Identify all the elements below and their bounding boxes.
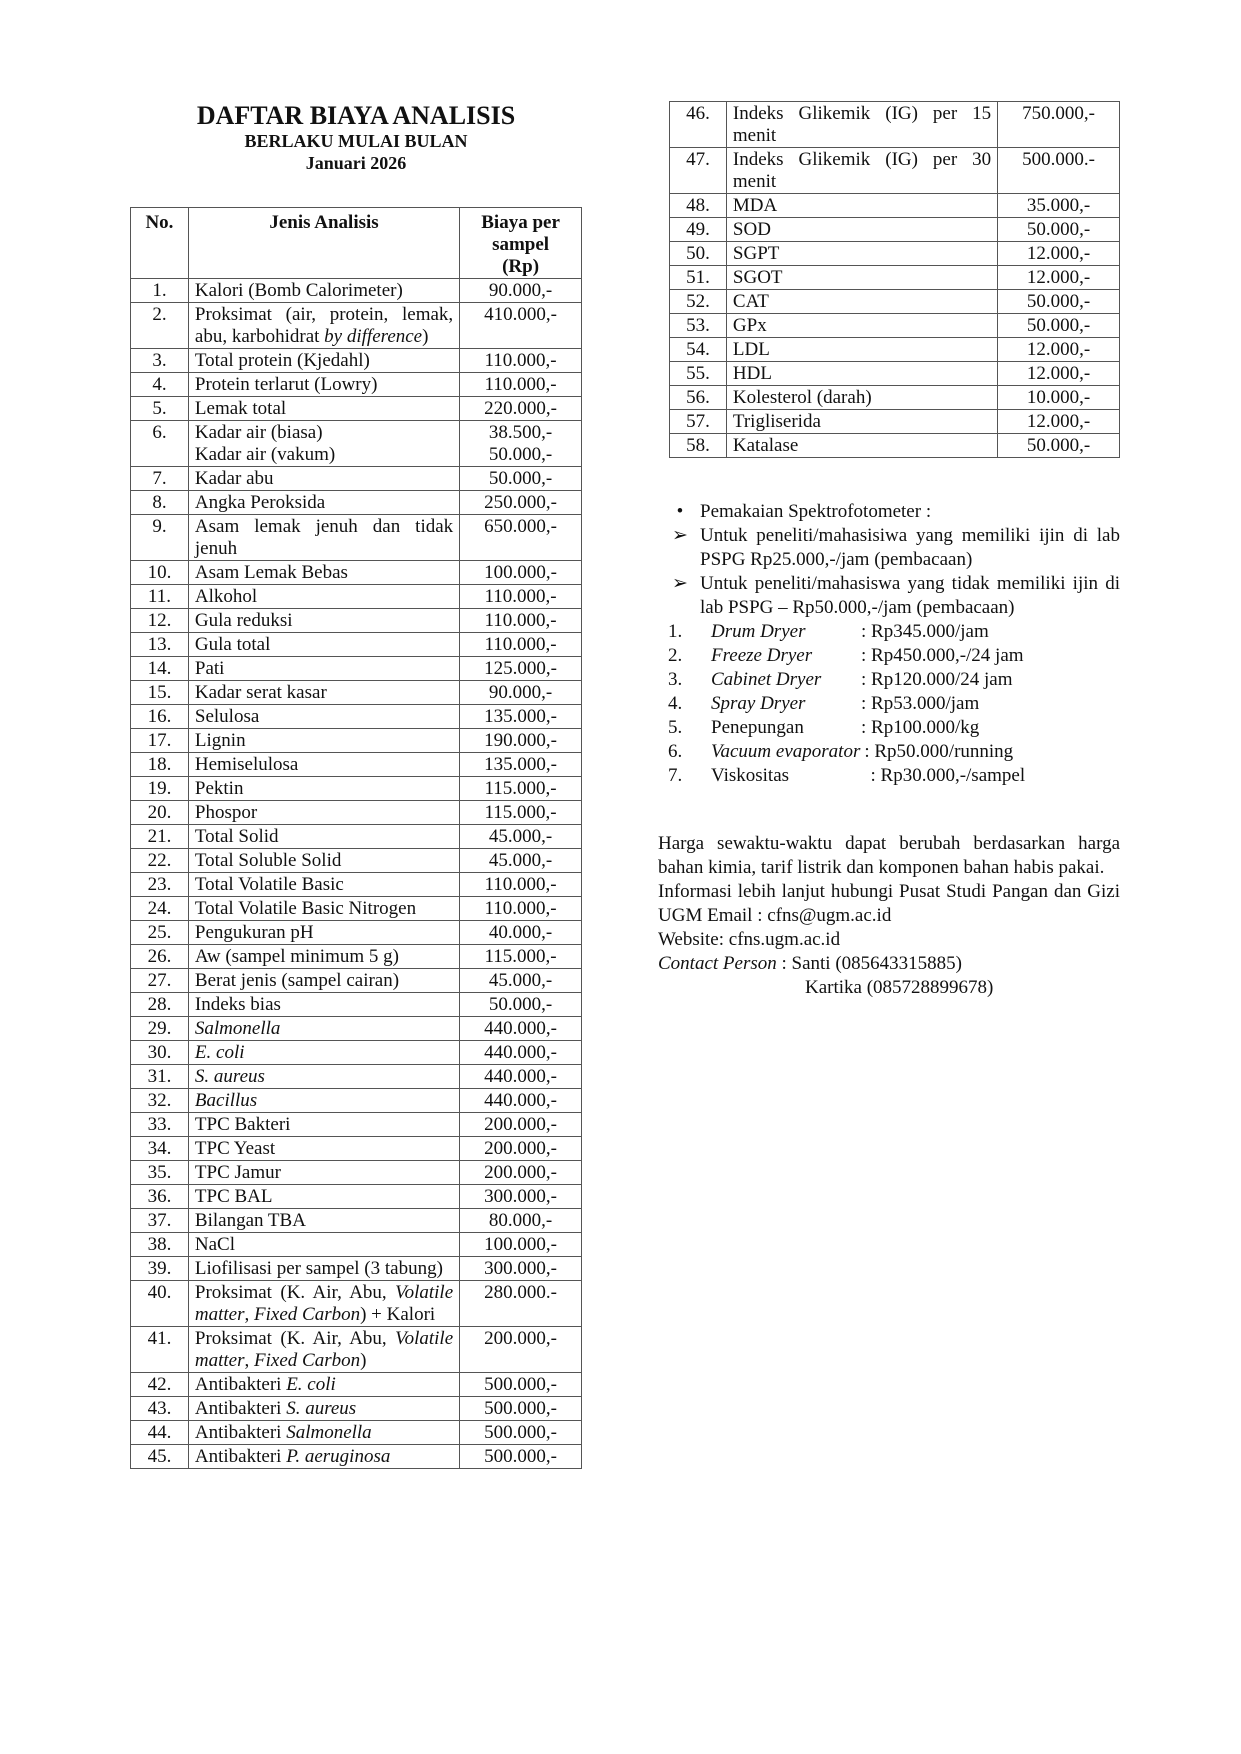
- analysis-name: Antibakteri E. coli: [188, 1373, 459, 1397]
- analysis-name: Antibakteri P. aeruginosa: [188, 1445, 459, 1469]
- equipment-list: [660, 620, 1120, 788]
- table-row: [131, 801, 582, 825]
- table-row: [131, 849, 582, 873]
- table-row: [131, 1065, 582, 1089]
- analysis-fee: 50.000,-: [460, 993, 582, 1017]
- equipment-item: 2. Freeze Dryer : Rp450.000,-/24 jam: [668, 645, 1024, 666]
- analysis-name: Kadar abu: [188, 467, 459, 491]
- analysis-fee: 110.000,-: [460, 585, 582, 609]
- table-row: [131, 1327, 582, 1373]
- table-row: [670, 102, 1120, 148]
- row-number: 8.: [131, 491, 189, 515]
- row-number: 5.: [131, 397, 189, 421]
- row-number: 43.: [131, 1397, 189, 1421]
- spectro-heading: Pemakaian Spektrofotometer :: [700, 501, 932, 522]
- analysis-name: Alkohol: [188, 585, 459, 609]
- row-number: 17.: [131, 729, 189, 753]
- row-number: 9.: [131, 515, 189, 561]
- row-number: 32.: [131, 1089, 189, 1113]
- row-number: 20.: [131, 801, 189, 825]
- analysis-fee: 650.000,-: [460, 515, 582, 561]
- analysis-fee: 750.000,-: [998, 102, 1120, 148]
- table-row: [131, 1089, 582, 1113]
- table-row: [131, 467, 582, 491]
- table-row: [131, 633, 582, 657]
- table-row: [131, 421, 582, 467]
- row-number: 14.: [131, 657, 189, 681]
- analysis-name: Proksimat (K. Air, Abu, Volatile matter, Fixed Carbon) + Kalori: [188, 1281, 459, 1327]
- analysis-name: Hemiselulosa: [188, 753, 459, 777]
- fee-table-right: [669, 101, 1120, 458]
- analysis-fee: 135.000,-: [460, 705, 582, 729]
- row-number: 55.: [670, 362, 727, 386]
- equipment-item: 5. Penepungan : Rp100.000/kg: [668, 717, 980, 738]
- analysis-name: Kadar serat kasar: [188, 681, 459, 705]
- analysis-name: Kolesterol (darah): [726, 386, 997, 410]
- contact-person-line: [658, 952, 1120, 976]
- bullet-icon: •: [676, 501, 684, 522]
- analysis-name: Angka Peroksida: [188, 491, 459, 515]
- analysis-fee: 100.000,-: [460, 561, 582, 585]
- table-row: [670, 148, 1120, 194]
- analysis-fee: 115.000,-: [460, 945, 582, 969]
- row-number: 33.: [131, 1113, 189, 1137]
- analysis-fee: 12.000,-: [998, 362, 1120, 386]
- row-number: 41.: [131, 1327, 189, 1373]
- analysis-name: Gula reduksi: [188, 609, 459, 633]
- table-row: [131, 1445, 582, 1469]
- equipment-item: 4. Spray Dryer : Rp53.000/jam: [668, 693, 980, 714]
- info-section: [658, 832, 1120, 1000]
- row-number: 2.: [131, 303, 189, 349]
- analysis-name: Total Solid: [188, 825, 459, 849]
- analysis-fee: 110.000,-: [460, 373, 582, 397]
- analysis-fee: 500.000,-: [460, 1445, 582, 1469]
- table-row: [670, 242, 1120, 266]
- table-row: [131, 561, 582, 585]
- table-row: [131, 705, 582, 729]
- analysis-fee: 38.500,- 50.000,-: [460, 421, 582, 467]
- analysis-fee: 190.000,-: [460, 729, 582, 753]
- analysis-name: Selulosa: [188, 705, 459, 729]
- analysis-fee: 440.000,-: [460, 1065, 582, 1089]
- analysis-name: Berat jenis (sampel cairan): [188, 969, 459, 993]
- row-number: 48.: [670, 194, 727, 218]
- table-row: [131, 1137, 582, 1161]
- table-row: [670, 362, 1120, 386]
- analysis-name: TPC Bakteri: [188, 1113, 459, 1137]
- analysis-fee: 50.000,-: [460, 467, 582, 491]
- analysis-fee: 500.000,-: [460, 1373, 582, 1397]
- table-row: [131, 1421, 582, 1445]
- row-number: 39.: [131, 1257, 189, 1281]
- table-row: [131, 585, 582, 609]
- price-disclaimer: Harga sewaktu-waktu dapat berubah berdasarkan harga bahan kimia, tarif listrik dan komponen bahan habis pakai.: [658, 833, 1120, 878]
- row-number: 23.: [131, 873, 189, 897]
- analysis-name: Pektin: [188, 777, 459, 801]
- analysis-fee: 110.000,-: [460, 873, 582, 897]
- row-number: 56.: [670, 386, 727, 410]
- row-number: 51.: [670, 266, 727, 290]
- row-number: 3.: [131, 349, 189, 373]
- analysis-name: Katalase: [726, 434, 997, 458]
- analysis-fee: 12.000,-: [998, 410, 1120, 434]
- row-number: 40.: [131, 1281, 189, 1327]
- spectro-heading-row: [660, 500, 1120, 524]
- row-number: 7.: [131, 467, 189, 491]
- analysis-fee: 12.000,-: [998, 266, 1120, 290]
- analysis-name: S. aureus: [188, 1065, 459, 1089]
- table-row: [670, 434, 1120, 458]
- table-row: [131, 729, 582, 753]
- analysis-name: Pengukuran pH: [188, 921, 459, 945]
- table-row: [670, 314, 1120, 338]
- analysis-fee: 110.000,-: [460, 349, 582, 373]
- table-row: [670, 218, 1120, 242]
- analysis-name: CAT: [726, 290, 997, 314]
- equipment-item: 3. Cabinet Dryer : Rp120.000/24 jam: [668, 669, 1013, 690]
- analysis-name: Liofilisasi per sampel (3 tabung): [188, 1257, 459, 1281]
- analysis-fee: 200.000,-: [460, 1161, 582, 1185]
- analysis-fee: 115.000,-: [460, 801, 582, 825]
- analysis-name: Total Soluble Solid: [188, 849, 459, 873]
- table-row: [131, 921, 582, 945]
- row-number: 57.: [670, 410, 727, 434]
- arrow-bullet-icon: ➢: [672, 573, 688, 594]
- analysis-name: GPx: [726, 314, 997, 338]
- analysis-fee: 50.000,-: [998, 290, 1120, 314]
- table-row: [131, 1257, 582, 1281]
- table-row: [131, 279, 582, 303]
- row-number: 24.: [131, 897, 189, 921]
- table-row: [131, 1373, 582, 1397]
- table-row: [131, 1185, 582, 1209]
- analysis-name: Kalori (Bomb Calorimeter): [188, 279, 459, 303]
- table-row: [131, 1397, 582, 1421]
- table-row: [670, 386, 1120, 410]
- fee-table-left: [130, 207, 582, 1469]
- table-row: [131, 303, 582, 349]
- equipment-item: 6. Vacuum evaporator : Rp50.000/running: [668, 741, 1014, 762]
- spectro-item: ➢ Untuk peneliti/mahasisiwa yang memiliki ijin di lab PSPG Rp25.000,-/jam (pembacaan): [660, 524, 1120, 572]
- table-row: [131, 777, 582, 801]
- spectro-item: ➢ Untuk peneliti/mahasiswa yang tidak memiliki ijin di lab PSPG – Rp50.000,-/jam (pembacaan): [660, 572, 1120, 620]
- analysis-fee: 50.000,-: [998, 218, 1120, 242]
- analysis-name: Salmonella: [188, 1017, 459, 1041]
- row-number: 4.: [131, 373, 189, 397]
- analysis-fee: 90.000,-: [460, 681, 582, 705]
- analysis-name: Proksimat (K. Air, Abu, Volatile matter, Fixed Carbon): [188, 1327, 459, 1373]
- analysis-fee: 90.000,-: [460, 279, 582, 303]
- analysis-fee: 45.000,-: [460, 825, 582, 849]
- analysis-name: Pati: [188, 657, 459, 681]
- row-number: 42.: [131, 1373, 189, 1397]
- analysis-name: Antibakteri Salmonella: [188, 1421, 459, 1445]
- row-number: 15.: [131, 681, 189, 705]
- table-row: [131, 373, 582, 397]
- table-row: [670, 266, 1120, 290]
- row-number: 30.: [131, 1041, 189, 1065]
- analysis-name: TPC Yeast: [188, 1137, 459, 1161]
- analysis-fee: 300.000,-: [460, 1257, 582, 1281]
- analysis-name: Asam Lemak Bebas: [188, 561, 459, 585]
- table-row: [131, 657, 582, 681]
- analysis-fee: 110.000,-: [460, 897, 582, 921]
- analysis-fee: 115.000,-: [460, 777, 582, 801]
- analysis-fee: 40.000,-: [460, 921, 582, 945]
- analysis-fee: 220.000,-: [460, 397, 582, 421]
- analysis-name: Total Volatile Basic Nitrogen: [188, 897, 459, 921]
- analysis-fee: 250.000,-: [460, 491, 582, 515]
- table-row: [670, 290, 1120, 314]
- table-row: [131, 873, 582, 897]
- row-number: 13.: [131, 633, 189, 657]
- table-row: [131, 491, 582, 515]
- table-row: [131, 681, 582, 705]
- analysis-fee: 110.000,-: [460, 633, 582, 657]
- table-row: [131, 1233, 582, 1257]
- row-number: 38.: [131, 1233, 189, 1257]
- analysis-name: SOD: [726, 218, 997, 242]
- table-row: [131, 1281, 582, 1327]
- row-number: 34.: [131, 1137, 189, 1161]
- analysis-name: Protein terlarut (Lowry): [188, 373, 459, 397]
- row-number: 25.: [131, 921, 189, 945]
- contact-kartika: Kartika (085728899678): [805, 977, 994, 998]
- row-number: 37.: [131, 1209, 189, 1233]
- table-row: [131, 945, 582, 969]
- analysis-name: Indeks bias: [188, 993, 459, 1017]
- row-number: 35.: [131, 1161, 189, 1185]
- analysis-fee: 300.000,-: [460, 1185, 582, 1209]
- document-header: [130, 102, 582, 174]
- contact-santi: : Santi (085643315885): [776, 953, 962, 974]
- analysis-name: SGOT: [726, 266, 997, 290]
- equipment-item: 7. Viskositas : Rp30.000,-/sampel: [668, 765, 1026, 786]
- analysis-fee: 500.000,-: [460, 1421, 582, 1445]
- analysis-fee: 45.000,-: [460, 849, 582, 873]
- analysis-fee: 500.000,-: [460, 1397, 582, 1421]
- row-number: 54.: [670, 338, 727, 362]
- analysis-fee: 280.000.-: [460, 1281, 582, 1327]
- analysis-name: Bacillus: [188, 1089, 459, 1113]
- analysis-fee: 80.000,-: [460, 1209, 582, 1233]
- table-row: [131, 1209, 582, 1233]
- analysis-fee: 100.000,-: [460, 1233, 582, 1257]
- analysis-name: Lignin: [188, 729, 459, 753]
- analysis-fee: 45.000,-: [460, 969, 582, 993]
- analysis-fee: 440.000,-: [460, 1089, 582, 1113]
- row-number: 28.: [131, 993, 189, 1017]
- analysis-name: Phospor: [188, 801, 459, 825]
- analysis-name: TPC BAL: [188, 1185, 459, 1209]
- analysis-fee: 440.000,-: [460, 1017, 582, 1041]
- analysis-name: Lemak total: [188, 397, 459, 421]
- analysis-fee: 200.000,-: [460, 1113, 582, 1137]
- table-row: [131, 397, 582, 421]
- row-number: 26.: [131, 945, 189, 969]
- column-header-no: No.: [131, 208, 189, 279]
- analysis-fee: 110.000,-: [460, 609, 582, 633]
- analysis-name: Gula total: [188, 633, 459, 657]
- analysis-name: Total Volatile Basic: [188, 873, 459, 897]
- row-number: 16.: [131, 705, 189, 729]
- row-number: 50.: [670, 242, 727, 266]
- row-number: 21.: [131, 825, 189, 849]
- analysis-fee: 200.000,-: [460, 1327, 582, 1373]
- row-number: 19.: [131, 777, 189, 801]
- row-number: 36.: [131, 1185, 189, 1209]
- analysis-name: HDL: [726, 362, 997, 386]
- table-row: [131, 753, 582, 777]
- spectrophotometer-notes: [660, 500, 1120, 788]
- analysis-fee: 500.000.-: [998, 148, 1120, 194]
- page-subtitle: BERLAKU MULAI BULAN: [244, 131, 468, 151]
- analysis-fee: 50.000,-: [998, 434, 1120, 458]
- analysis-fee: 50.000,-: [998, 314, 1120, 338]
- column-header-analysis: Jenis Analisis: [188, 208, 459, 279]
- analysis-name: Trigliserida: [726, 410, 997, 434]
- table-row: [670, 194, 1120, 218]
- analysis-fee: 10.000,-: [998, 386, 1120, 410]
- page-title: DAFTAR BIAYA ANALISIS: [196, 101, 516, 130]
- analysis-fee: 35.000,-: [998, 194, 1120, 218]
- analysis-name: Proksimat (air, protein, lemak, abu, karbohidrat by difference): [188, 303, 459, 349]
- analysis-fee: 410.000,-: [460, 303, 582, 349]
- table-row: [131, 349, 582, 373]
- row-number: 29.: [131, 1017, 189, 1041]
- contact-label: Contact Person: [658, 953, 777, 974]
- table-row: [131, 1161, 582, 1185]
- analysis-fee: 12.000,-: [998, 338, 1120, 362]
- row-number: 49.: [670, 218, 727, 242]
- table-row: [131, 825, 582, 849]
- row-number: 11.: [131, 585, 189, 609]
- analysis-fee: 135.000,-: [460, 753, 582, 777]
- row-number: 58.: [670, 434, 727, 458]
- effective-date: Januari 2026: [305, 153, 407, 173]
- row-number: 27.: [131, 969, 189, 993]
- table-row: [670, 338, 1120, 362]
- table-row: [131, 1113, 582, 1137]
- analysis-name: Antibakteri S. aureus: [188, 1397, 459, 1421]
- table-row: [131, 1017, 582, 1041]
- row-number: 10.: [131, 561, 189, 585]
- table-row: [131, 609, 582, 633]
- analysis-name: Aw (sampel minimum 5 g): [188, 945, 459, 969]
- analysis-name: E. coli: [188, 1041, 459, 1065]
- column-header-fee: Biaya per sampel (Rp): [460, 208, 582, 279]
- analysis-name: Kadar air (biasa) Kadar air (vakum): [188, 421, 459, 467]
- row-number: 47.: [670, 148, 727, 194]
- table-row: [131, 515, 582, 561]
- analysis-fee: 12.000,-: [998, 242, 1120, 266]
- analysis-name: LDL: [726, 338, 997, 362]
- analysis-name: Asam lemak jenuh dan tidak jenuh: [188, 515, 459, 561]
- row-number: 45.: [131, 1445, 189, 1469]
- table-row: [131, 1041, 582, 1065]
- analysis-name: Indeks Glikemik (IG) per 15 menit: [726, 102, 997, 148]
- row-number: 31.: [131, 1065, 189, 1089]
- analysis-name: Indeks Glikemik (IG) per 30 menit: [726, 148, 997, 194]
- row-number: 52.: [670, 290, 727, 314]
- row-number: 18.: [131, 753, 189, 777]
- row-number: 44.: [131, 1421, 189, 1445]
- contact-info: Informasi lebih lanjut hubungi Pusat Studi Pangan dan Gizi UGM Email : cfns@ugm.ac.id: [658, 881, 1120, 926]
- analysis-name: Total protein (Kjedahl): [188, 349, 459, 373]
- row-number: 6.: [131, 421, 189, 467]
- analysis-fee: 200.000,-: [460, 1137, 582, 1161]
- table-row: [131, 993, 582, 1017]
- website-link[interactable]: Website: cfns.ugm.ac.id: [658, 929, 841, 950]
- arrow-bullet-icon: ➢: [672, 525, 688, 546]
- row-number: 1.: [131, 279, 189, 303]
- row-number: 12.: [131, 609, 189, 633]
- table-row: [131, 897, 582, 921]
- row-number: 53.: [670, 314, 727, 338]
- table-header-row: [131, 208, 582, 279]
- analysis-name: TPC Jamur: [188, 1161, 459, 1185]
- row-number: 46.: [670, 102, 727, 148]
- row-number: 22.: [131, 849, 189, 873]
- analysis-name: NaCl: [188, 1233, 459, 1257]
- equipment-item: 1. Drum Dryer : Rp345.000/jam: [668, 621, 989, 642]
- analysis-fee: 440.000,-: [460, 1041, 582, 1065]
- analysis-name: MDA: [726, 194, 997, 218]
- table-row: [670, 410, 1120, 434]
- analysis-name: Bilangan TBA: [188, 1209, 459, 1233]
- table-row: [131, 969, 582, 993]
- analysis-fee: 125.000,-: [460, 657, 582, 681]
- analysis-name: SGPT: [726, 242, 997, 266]
